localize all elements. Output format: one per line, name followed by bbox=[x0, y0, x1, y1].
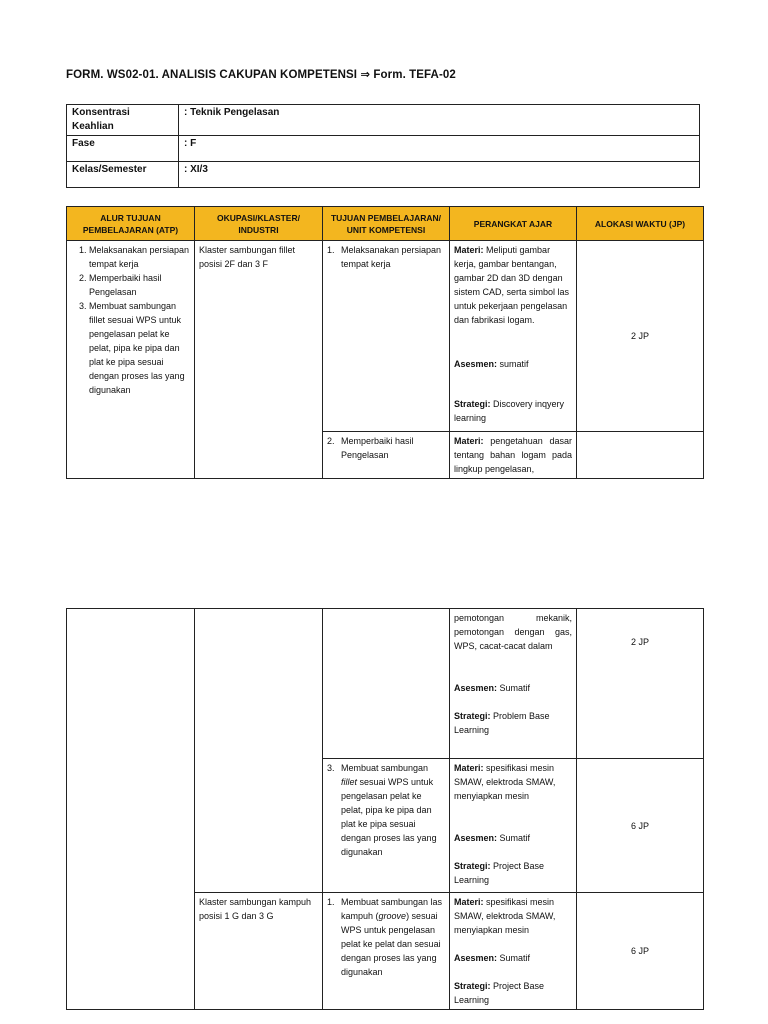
tujuan-text: ) sesuai WPS untuk pengelasan pelat ke pelat dan sesuai dengan proses las yang digunakan bbox=[341, 911, 441, 977]
tujuan-text: Membuat sambungan las kampuh ( bbox=[341, 897, 443, 921]
strategi-label: Strategi: bbox=[454, 861, 491, 871]
strategi-label: Strategi: bbox=[454, 981, 491, 991]
header-okupasi: OKUPASI/KLASTER/ INDUSTRI bbox=[195, 207, 323, 241]
tujuan-emphasis: groove bbox=[378, 911, 407, 921]
tujuan-cell bbox=[323, 432, 450, 479]
klaster-cell: Klaster sambungan fillet posisi 2F dan 3 F bbox=[195, 241, 323, 479]
atp-cell bbox=[67, 241, 195, 479]
asesmen-text: Sumatif bbox=[499, 953, 531, 963]
asesmen-label: Asesmen: bbox=[454, 359, 498, 369]
materi-label: Materi: bbox=[454, 436, 484, 446]
info-label: Konsentrasi Keahlian bbox=[67, 105, 179, 136]
tujuan-text: Membuat sambungan bbox=[341, 763, 429, 773]
tujuan-number: 1. bbox=[327, 897, 335, 907]
jp-cell-empty bbox=[577, 432, 704, 479]
materi-text: spesifikasi mesin SMAW, elektroda SMAW, menyiapkan mesin bbox=[454, 897, 556, 935]
klaster-cell-empty bbox=[195, 609, 323, 893]
header-alokasi: ALOKASI WAKTU (JP) bbox=[577, 207, 704, 241]
asesmen-label: Asesmen: bbox=[454, 683, 498, 693]
form-title: FORM. WS02-01. ANALISIS CAKUPAN KOMPETENSI ⇒ Form. TEFA-02 bbox=[66, 69, 456, 81]
tujuan-cell-empty bbox=[323, 609, 450, 759]
header-tujuan: TUJUAN PEMBELAJARAN/ UNIT KOMPETENSI bbox=[323, 207, 450, 241]
perangkat-cell bbox=[450, 241, 577, 432]
strategi-text: Project Base Learning bbox=[454, 861, 545, 885]
perangkat-cell bbox=[450, 759, 577, 893]
tujuan-text: sesuai WPS untuk pengelasan pelat ke pelat, pipa ke pipa dan plat ke pipa sesuai dengan proses las yang digunakan bbox=[341, 777, 437, 857]
perangkat-cell bbox=[450, 432, 577, 479]
table-row bbox=[67, 609, 704, 759]
header-atp: ALUR TUJUAN PEMBELAJARAN (ATP) bbox=[67, 207, 195, 241]
atp-item: 3. Membuat sambungan fillet sesuai WPS untuk pengelasan pelat ke pelat, pipa ke pipa dan plat ke pipa sesuai dengan proses las yang digunakan bbox=[89, 299, 190, 397]
info-value: : F bbox=[179, 136, 700, 162]
info-value: : XI/3 bbox=[179, 162, 700, 188]
jp-cell: 2 JP bbox=[577, 609, 704, 759]
table-row bbox=[67, 241, 704, 432]
jp-cell: 6 JP bbox=[577, 893, 704, 1010]
materi-text: spesifikasi mesin SMAW, elektroda SMAW, menyiapkan mesin bbox=[454, 763, 556, 801]
info-row-kelas bbox=[67, 162, 700, 188]
atp-cell-empty bbox=[67, 609, 195, 1010]
tujuan-number: 1. bbox=[327, 245, 335, 255]
asesmen-label: Asesmen: bbox=[454, 953, 498, 963]
tujuan-cell bbox=[323, 759, 450, 893]
tujuan-cell bbox=[323, 241, 450, 432]
tujuan-cell bbox=[323, 893, 450, 1010]
asesmen-text: Sumatif bbox=[499, 683, 531, 693]
materi-label: Materi: bbox=[454, 245, 484, 255]
strategi-label: Strategi: bbox=[454, 711, 491, 721]
materi-text: pengetahuan dasar tentang bahan logam pada lingkup pengelasan, bbox=[454, 436, 572, 474]
materi-label: Materi: bbox=[454, 897, 484, 907]
perangkat-cell bbox=[450, 609, 577, 759]
atp-item: 2. Memperbaiki hasil Pengelasan bbox=[89, 271, 190, 299]
info-label: Kelas/Semester bbox=[67, 162, 179, 188]
tujuan-text: Melaksanakan persiapan tempat kerja bbox=[341, 245, 442, 269]
header-row bbox=[67, 207, 704, 241]
strategi-text: Discovery inqyery learning bbox=[454, 399, 565, 423]
tujuan-number: 3. bbox=[327, 763, 335, 773]
jp-cell: 2 JP bbox=[577, 241, 704, 432]
info-label: Fase bbox=[67, 136, 179, 162]
competency-table bbox=[66, 206, 704, 479]
tujuan-emphasis: fillet bbox=[341, 777, 358, 787]
info-value: : Teknik Pengelasan bbox=[179, 105, 700, 136]
jp-cell: 6 JP bbox=[577, 759, 704, 893]
info-row-konsentrasi bbox=[67, 105, 700, 136]
header-perangkat: PERANGKAT AJAR bbox=[450, 207, 577, 241]
strategi-text: Problem Base Learning bbox=[454, 711, 550, 735]
info-row-fase bbox=[67, 136, 700, 162]
asesmen-label: Asesmen: bbox=[454, 833, 498, 843]
materi-text-cont: pemotongan mekanik, pemotongan dengan gas, WPS, cacat-cacat dalam bbox=[454, 613, 572, 651]
strategi-label: Strategi: bbox=[454, 399, 491, 409]
klaster-cell: Klaster sambungan kampuh posisi 1 G dan 3 G bbox=[195, 893, 323, 1010]
materi-text: Meliputi gambar kerja, gambar bentangan, gambar 2D dan 3D dengan sistem CAD, serta simbol las untuk pekerjaan pengelasan dan fabrikasi logam. bbox=[454, 245, 570, 325]
info-table bbox=[66, 104, 700, 188]
strategi-text: Project Base Learning bbox=[454, 981, 545, 1005]
tujuan-number: 2. bbox=[327, 436, 335, 446]
tujuan-text: Memperbaiki hasil Pengelasan bbox=[341, 436, 414, 460]
perangkat-cell bbox=[450, 893, 577, 1010]
materi-label: Materi: bbox=[454, 763, 484, 773]
competency-table-continued bbox=[66, 608, 704, 1010]
asesmen-text: sumatif bbox=[499, 359, 529, 369]
asesmen-text: Sumatif bbox=[499, 833, 531, 843]
atp-item: 1. Melaksanakan persiapan tempat kerja bbox=[89, 243, 190, 271]
